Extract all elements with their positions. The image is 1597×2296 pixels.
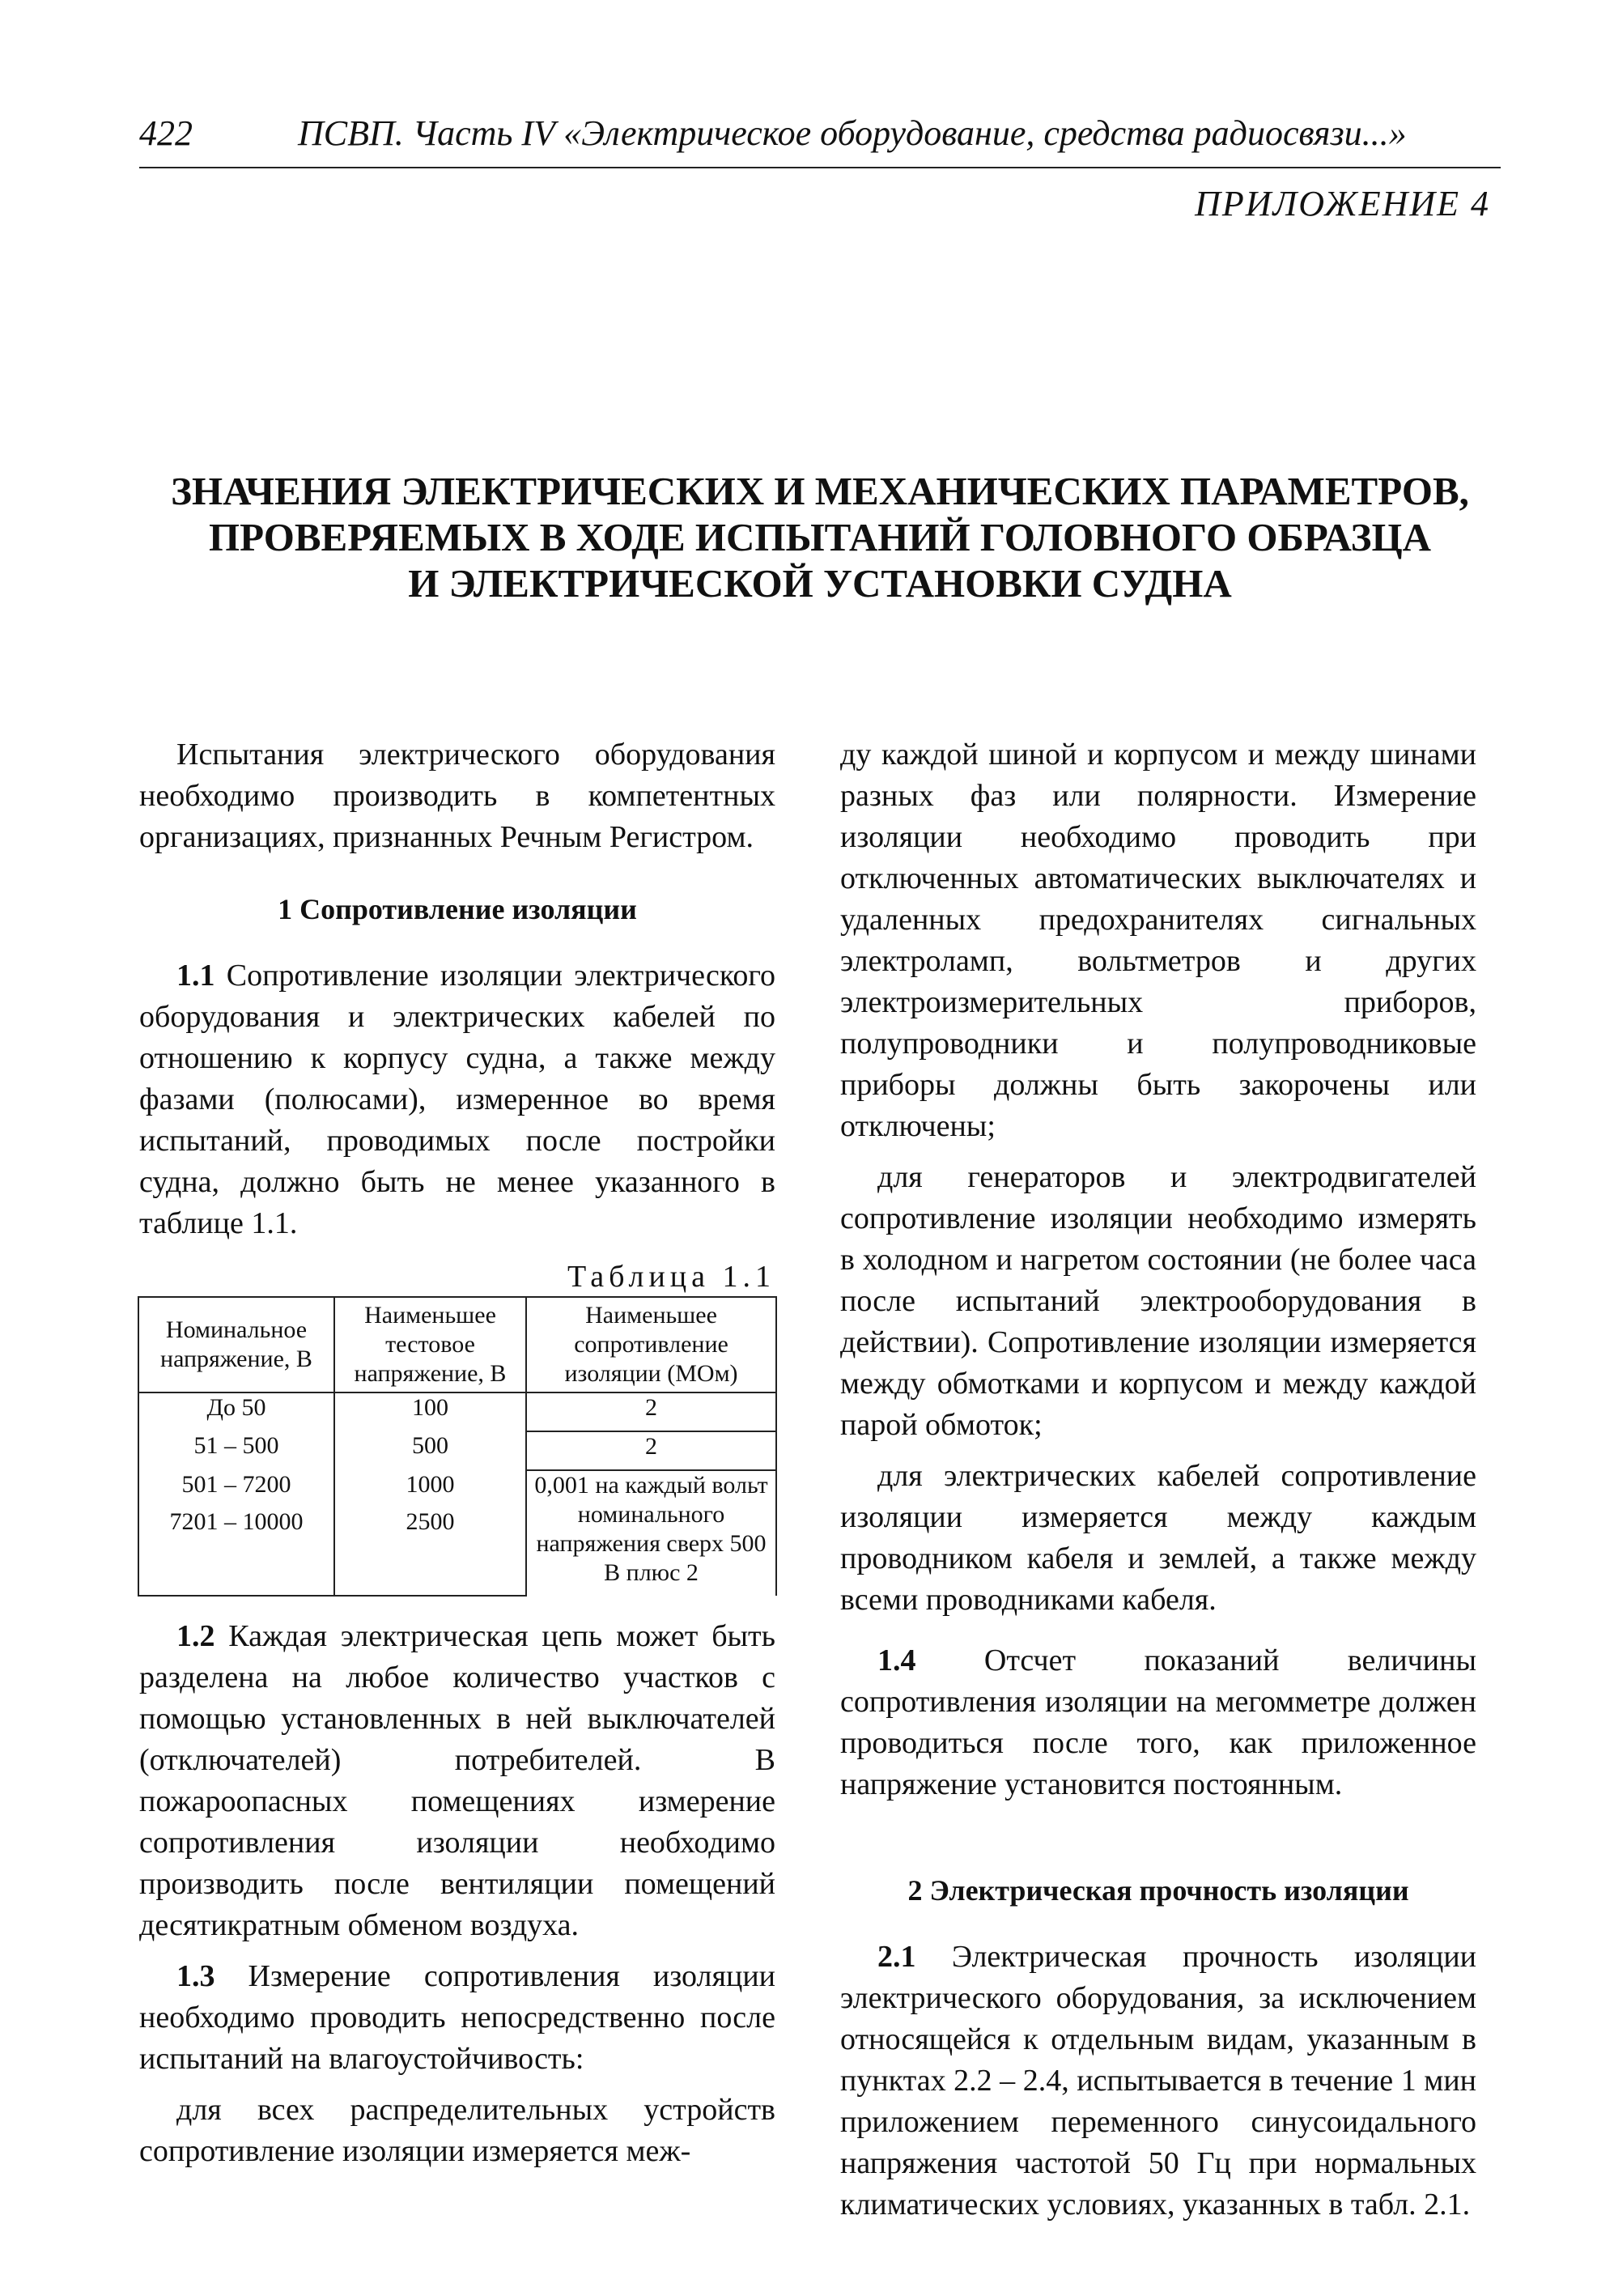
left-column <box>139 734 775 2172</box>
paragraph-1-4 <box>840 1640 1476 1805</box>
paragraph-1-3-continued: для всех распределительных устройств сопротивление изоляции измеряется меж- <box>139 2093 775 2168</box>
table-cell: 2 <box>526 1431 776 1470</box>
table-row <box>138 1470 776 1507</box>
table-row <box>138 1431 776 1470</box>
table-cell: 2500 <box>334 1507 526 1596</box>
table-cell: 501 – 7200 <box>138 1470 334 1507</box>
paragraph-1-1 <box>139 955 775 1244</box>
table-header-cell: Наименьшее тестовое напряжение, В <box>334 1297 526 1392</box>
paragraph-text: Каждая электрическая цепь может быть разделена на любое количество участков с помощью установленных в ней выключателей (отключателей) потребителей. В пожароопасных помещениях измерение сопротивления изоляции необходимо производить после вентиляции помещений десятикратным обменом воздуха. <box>139 1619 775 1942</box>
clause-number: 1.4 <box>877 1643 916 1677</box>
clause-number: 1.1 <box>176 959 215 993</box>
section-1-heading: 1 Сопротивление изоляции <box>278 893 637 925</box>
title-line-1: ЗНАЧЕНИЯ ЭЛЕКТРИЧЕСКИХ И МЕХАНИЧЕСКИХ ПАРАМЕТРОВ, <box>171 469 1469 513</box>
table-header-cell: Номинальное напряжение, В <box>138 1297 334 1392</box>
insulation-table <box>138 1296 777 1597</box>
table-caption: Таблица 1.1 <box>567 1260 775 1294</box>
clause-number: 1.3 <box>176 1959 215 1993</box>
table-cell: 0,001 на каждый вольт номинального напряжения сверх 500 В плюс 2 <box>526 1470 776 1596</box>
table-cell: 1000 <box>334 1470 526 1507</box>
paragraph-generators: для генераторов и электродвигателей сопротивление изоляции необходимо измерять в холодном и нагретом состоянии (не более часа после испытаний электрооборудования в действии). Сопротивление изоляции измеряется между обмотками и корпусом и между каждой парой обмоток; <box>840 1160 1476 1442</box>
paragraph-1-2 <box>139 1616 775 1946</box>
paragraph-text: Отсчет показаний величины сопротивления изоляции на мегомметре должен проводиться после того, как приложенное напряжение установится постоянным. <box>840 1643 1476 1801</box>
table-cell: 2 <box>526 1392 776 1431</box>
running-header <box>139 112 1501 168</box>
page-title <box>139 468 1501 606</box>
right-column <box>840 734 1476 2226</box>
table-cell: До 50 <box>138 1392 334 1431</box>
paragraph-text: Измерение сопротивления изоляции необходимо проводить непосредственно после испытаний на влагоустойчивость: <box>139 1959 775 2076</box>
running-title: ПСВП. Часть IV «Электрическое оборудование, средства радиосвязи...» <box>298 113 1407 153</box>
table-cell: 100 <box>334 1392 526 1431</box>
paragraph-1-3 <box>139 1956 775 2080</box>
table-header-row <box>138 1297 776 1392</box>
title-line-3: И ЭЛЕКТРИЧЕСКОЙ УСТАНОВКИ СУДНА <box>408 561 1232 606</box>
clause-number: 2.1 <box>877 1940 916 1974</box>
table-cell: 500 <box>334 1431 526 1470</box>
paragraph-text: Сопротивление изоляции электрического оборудования и электрических кабелей по отношению к корпусу судна, а также между фазами (полюсами), измеренное во время испытаний, проводимых после постройки судна, должно быть не менее указанного в таблице 1.1. <box>139 959 775 1240</box>
paragraph-text: Электрическая прочность изоляции электрического оборудования, за исключением относящейся к отдельным видам, указанным в пунктах 2.2 – 2.4, испытывается в течение 1 мин приложением переменного синусоидального напряжения частотой 50 Гц при нормальных климатических условиях, указанных в табл. 2.1. <box>840 1940 1476 2222</box>
section-2-heading: 2 Электрическая прочность изоляции <box>907 1874 1409 1907</box>
page-number: 422 <box>139 113 193 153</box>
table-header-cell: Наименьшее сопротивление изоляции (МОм) <box>526 1297 776 1392</box>
table-row <box>138 1392 776 1431</box>
intro-paragraph: Испытания электрического оборудования необходимо производить в компетентных организациях, признанных Речным Регистром. <box>139 738 775 854</box>
paragraph-continued: ду каждой шиной и корпусом и между шинами разных фаз или полярности. Измерение изоляции необходимо проводить при отключенных автоматических выключателях и удаленных предохранителях сигнальных электроламп, вольтметров и других электроизмерительных приборов, полупроводники и полупроводниковые приборы должны быть закорочены или отключены; <box>840 738 1476 1143</box>
table-cell: 51 – 500 <box>138 1431 334 1470</box>
clause-number: 1.2 <box>176 1619 215 1653</box>
table-cell: 7201 – 10000 <box>138 1507 334 1596</box>
title-line-2: ПРОВЕРЯЕМЫХ В ХОДЕ ИСПЫТАНИЙ ГОЛОВНОГО ОБРАЗЦА <box>208 515 1432 559</box>
paragraph-2-1 <box>840 1937 1476 2226</box>
appendix-label: ПРИЛОЖЕНИЕ 4 <box>1195 184 1490 223</box>
paragraph-cables: для электрических кабелей сопротивление изоляции измеряется между каждым проводником кабеля и землей, а также между всеми проводниками кабеля. <box>840 1459 1476 1617</box>
